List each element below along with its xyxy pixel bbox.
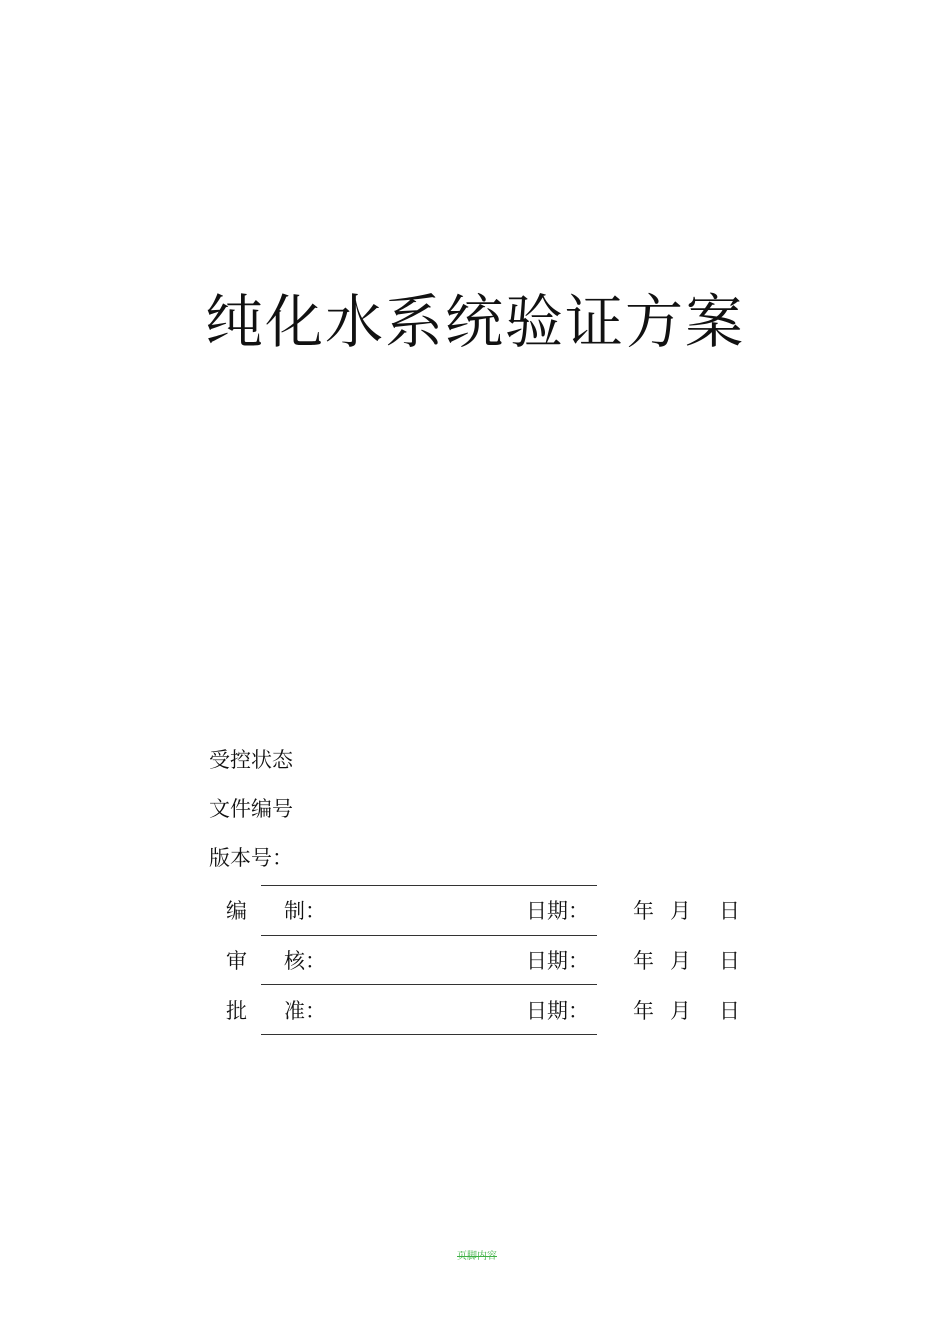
signature-row-compiled	[0, 896, 950, 926]
role-char-1: 批	[226, 999, 247, 1023]
role-char-2: 准：	[284, 999, 326, 1023]
date-label: 日期：	[526, 949, 589, 973]
signature-row-reviewed	[0, 946, 950, 976]
signature-rule-2	[261, 984, 597, 985]
month-label: 月	[670, 949, 691, 973]
day-label: 日	[719, 949, 740, 973]
signature-rule-1	[261, 935, 597, 936]
year-label: 年	[633, 899, 654, 923]
date-label: 日期：	[526, 899, 589, 923]
role-char-1: 编	[226, 899, 247, 923]
page-footer: 页脚内容	[457, 1251, 497, 1262]
date-label: 日期：	[526, 999, 589, 1023]
version-label: 版本号：	[209, 846, 293, 870]
file-number-label: 文件编号	[209, 797, 293, 821]
role-char-1: 审	[226, 949, 247, 973]
month-label: 月	[670, 899, 691, 923]
signature-row-approved	[0, 996, 950, 1026]
month-label: 月	[670, 999, 691, 1023]
year-label: 年	[633, 949, 654, 973]
year-label: 年	[633, 999, 654, 1023]
signature-rule-bottom	[261, 1034, 597, 1035]
role-char-2: 制：	[284, 899, 326, 923]
signature-rule-top	[261, 885, 597, 886]
control-status-label: 受控状态	[209, 748, 293, 772]
day-label: 日	[719, 999, 740, 1023]
document-title: 纯化水系统验证方案	[204, 288, 745, 356]
role-char-2: 核：	[284, 949, 326, 973]
day-label: 日	[719, 899, 740, 923]
